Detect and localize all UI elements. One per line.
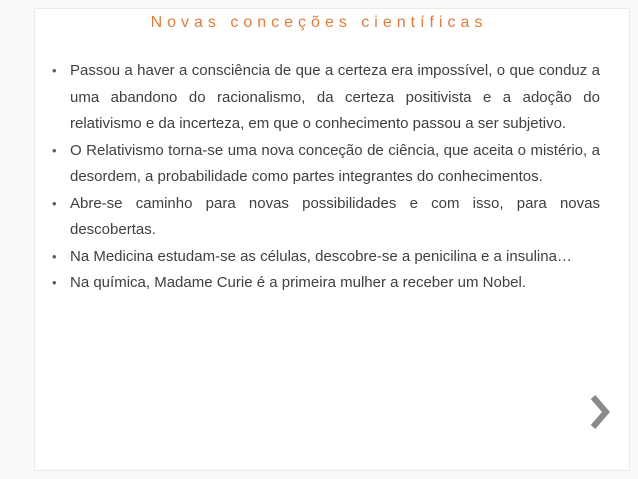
bullet-icon: • xyxy=(52,248,57,264)
bullet-item xyxy=(52,191,600,244)
bullet-list xyxy=(52,58,600,297)
bullet-icon: • xyxy=(52,195,57,211)
bullet-text: O Relativismo torna-se uma nova conceção de ciência, que aceita o mistério, a desordem, a probabilidade como partes integrantes do conhecimentos. xyxy=(70,141,600,185)
bullet-text: Abre-se caminho para novas possibilidades e com isso, para novas descobertas. xyxy=(70,194,600,238)
bullet-item xyxy=(52,138,600,191)
bullet-item xyxy=(52,270,600,297)
bullet-icon: • xyxy=(52,63,57,78)
slide-title: Novas conceções científicas xyxy=(150,14,488,31)
bullet-item xyxy=(52,58,600,138)
chevron-right-icon[interactable] xyxy=(589,394,611,430)
bullet-icon: • xyxy=(52,275,57,290)
bullet-text: Na química, Madame Curie é a primeira mulher a receber um Nobel. xyxy=(70,274,527,291)
bullet-item xyxy=(52,244,600,271)
bullet-icon: • xyxy=(52,142,57,158)
bullet-text: Na Medicina estudam-se as células, descobre-se a penicilina e a insulina… xyxy=(70,247,572,265)
bullet-text: Passou a haver a consciência de que a certeza era impossível, o que conduz a uma abandono do racionalismo, da certeza positivista e a adoção do relativismo e da incerteza, em que o conhecimento passou a ser subjetivo. xyxy=(70,62,600,132)
